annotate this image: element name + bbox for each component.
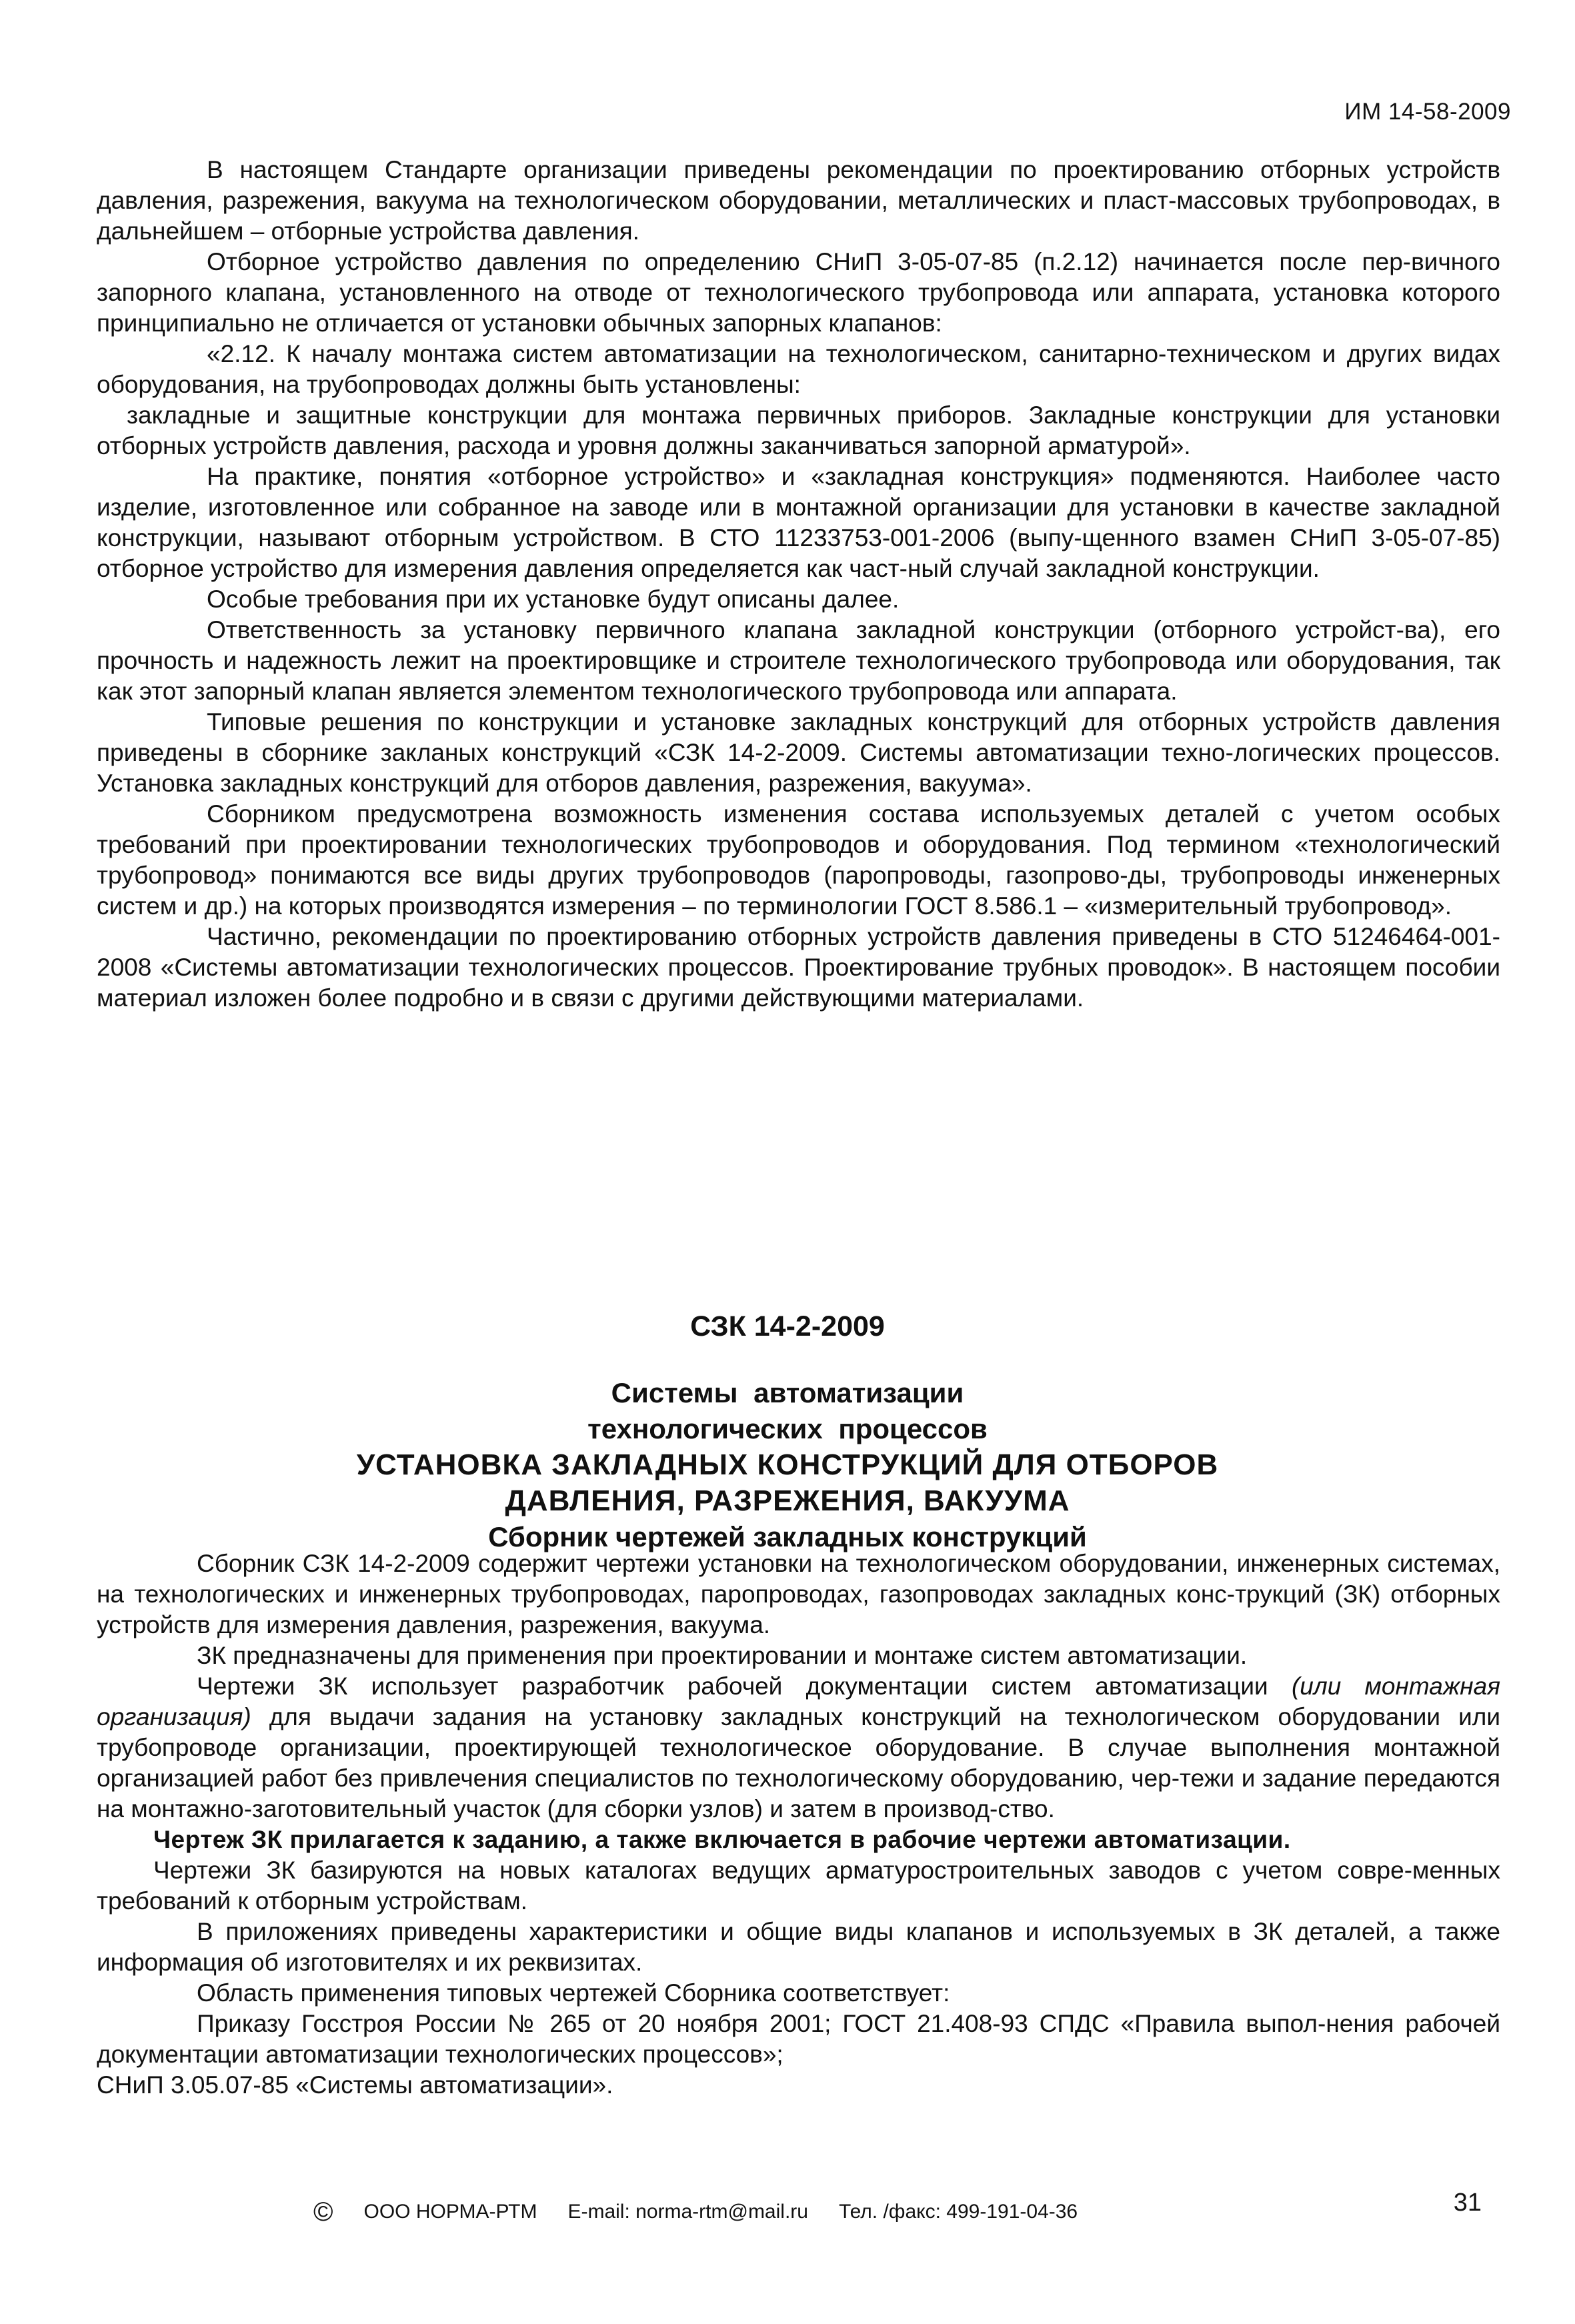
paragraph: Особые требования при их установке будут описаны далее. [207,586,900,613]
paragraph: Ответственность за установку первичного клапана закладной конструкции (отборного устройст-ва), его прочность и надежность лежит на проектировщике и строителе технологического трубопровода или оборудования, так как этот запорный клапан является элементом технологического трубопровода или аппарата. [97,616,1500,705]
paragraph: В настоящем Стандарте организации приведены рекомендации по проектированию отборных устройств давления, разрежения, вакуума на технологическом оборудовании, металлических и пласт-массовых трубопроводах, в дальнейшем – отборные устройства давления. [97,156,1500,245]
footer-email: E-mail: norma-rtm@mail.ru [567,2201,808,2223]
title-line: УСТАНОВКА ЗАКЛАДНЫХ КОНСТРУКЦИЙ ДЛЯ ОТБОРОВ [356,1448,1219,1481]
paragraph: Сборник СЗК 14-2-2009 содержит чертежи установки на технологическом оборудовании, инженерных системах, на технологических и инженерных трубопроводах, паропроводах, газопроводах закладных конс-трукций (ЗК) отборных устройств для измерения давления, разрежения, вакуума. [97,1550,1500,1638]
paragraph: Чертежи ЗК базируются на новых каталогах ведущих арматуростроительных заводов с учетом совре-менных требований к отборным устройствам. [97,1857,1500,1915]
paragraph: ЗК предназначены для применения при проектировании и монтаже систем автоматизации. [197,1642,1248,1669]
title-line: технологических процессов [587,1413,988,1444]
paragraph: Типовые решения по конструкции и установке закладных конструкций для отборных устройств давления приведены в сборнике закланых конструкций «СЗК 14-2-2009. Системы автоматизации техно-логических процессов. Установка закладных конструкций для отборов давления, разрежения, вакуума». [97,708,1500,797]
page-number: 31 [1453,2189,1482,2217]
paragraph: Область применения типовых чертежей Сборника соответствует: [197,1979,950,2007]
paragraph-text: Чертежи ЗК использует разработчик рабочей документации систем автоматизации [197,1672,1292,1700]
paragraph: СНиП 3.05.07-85 «Системы автоматизации». [97,2071,613,2099]
paragraph: Частично, рекомендации по проектированию отборных устройств давления приведены в СТО 51246464-001-2008 «Системы автоматизации технологических процессов. Проектирование трубных проводок». В настоящем пособии материал изложен более подробно и в связи с другими действующими материалами. [97,923,1500,1012]
paragraph: Приказу Госстроя России № 265 от 20 ноября 2001; ГОСТ 21.408-93 СПДС «Правила выпол-нения рабочей документации автоматизации технологических процессов»; [97,2010,1500,2068]
document-code: ИМ 14-58-2009 [1344,99,1511,125]
title-line: Системы автоматизации [611,1377,964,1408]
paragraph: Сборником предусмотрена возможность изменения состава используемых деталей с учетом особых требований при проектировании технологических трубопроводов и оборудования. Под термином «технологический трубопровод» понимаются все виды других трубопроводов (паропроводы, газопрово-ды, трубопроводы инженерных систем и др.) на которых производятся измерения – по терминологии ГОСТ 8.586.1 – «измерительный трубопровод». [97,800,1500,920]
paragraph: В приложениях приведены характеристики и общие виды клапанов и используемых в ЗК деталей, а также информация об изготовителях и их реквизитах. [97,1918,1500,1976]
bold-paragraph: Чертеж ЗК прилагается к заданию, а также включается в рабочие чертежи автоматизации. [153,1826,1291,1853]
copyright-icon: © [313,2197,333,2227]
paragraph: закладные и защитные конструкции для монтажа первичных приборов. Закладные конструкции для установки отборных устройств давления, расхода и уровня должны заканчиваться запорной арматурой». [97,401,1500,459]
paragraph [97,1671,1500,1825]
title-line: ДАВЛЕНИЯ, РАЗРЕЖЕНИЯ, ВАКУУМА [505,1484,1070,1517]
paragraph: На практике, понятия «отборное устройство» и «закладная конструкция» подменяются. Наиболее часто изделие, изготовленное или собранное на заводе или в монтажной организации для установки в качестве закладной конструкции, называют отборным устройством. В СТО 11233753-001-2006 (выпу-щенного взамен СНиП 3-05-07-85) отборное устройство для измерения давления определяется как част-ный случай закладной конструкции. [97,463,1500,582]
collection-title-block [0,1375,1575,1555]
paragraph-italic: (или монтажная организация) [97,1672,1500,1730]
collection-code-heading: СЗК 14-2-2009 [690,1310,885,1342]
paragraph: «2.12. К началу монтажа систем автоматизации на технологическом, санитарно-техническом и других видах оборудования, на трубопроводах должны быть установлены: [97,340,1500,398]
paragraph: Отборное устройство давления по определению СНиП 3-05-07-85 (п.2.12) начинается после пер-вичного запорного клапана, установленного на отводе от технологического трубопровода или аппарата, установка которого принципиально не отличается от установки обычных запорных клапанов: [97,248,1500,337]
collection-description-section [97,1548,1500,2101]
intro-section [97,155,1500,1014]
footer-company: ООО НОРМА-РТМ [363,2201,537,2223]
footer-phone: Тел. /факс: 499-191-04-36 [838,2201,1078,2223]
footer-contacts [313,2197,1108,2227]
paragraph-text: для выдачи задания на установку закладных конструкций на технологическом оборудовании или трубопроводе организации, проектирующей технологическое оборудование. В случае выполнения монтажной организацией работ без привлечения специалистов по технологическому оборудованию, чер-тежи и задание передаются на монтажно-заготовительный участок (для сборки узлов) и затем в производ-ство. [97,1703,1500,1823]
title-line: Сборник чертежей закладных конструкций [488,1521,1087,1552]
